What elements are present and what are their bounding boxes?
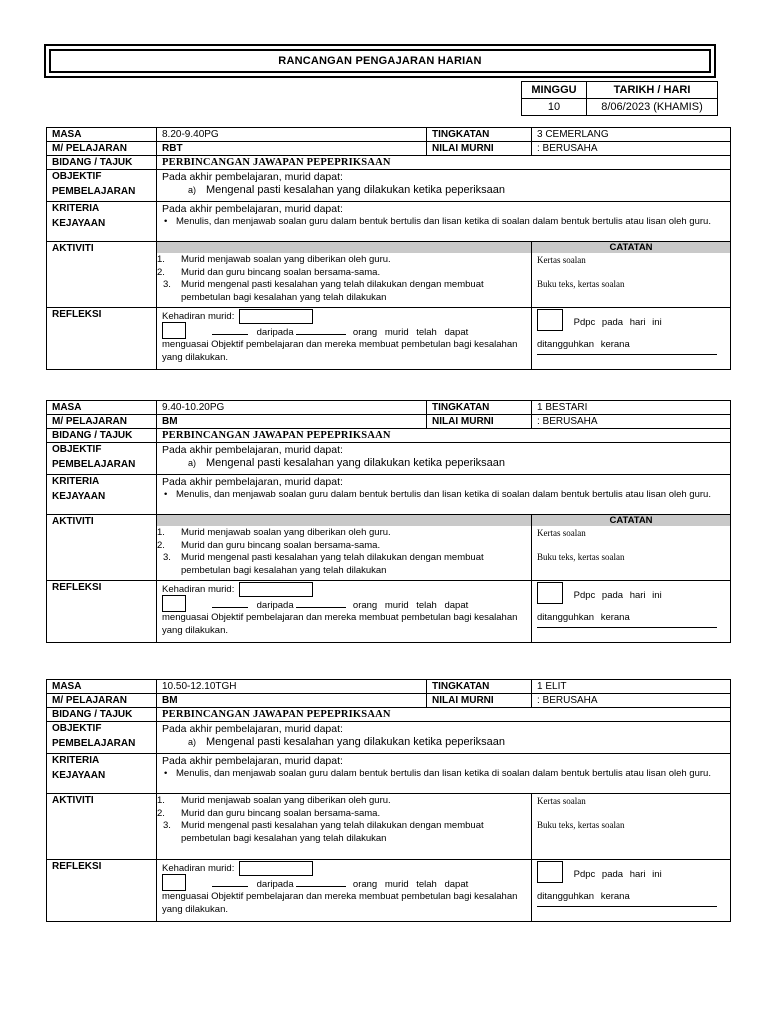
nilai-value: : BERUSAHA [532, 415, 731, 429]
objektif-label-2: PEMBELAJARAN [52, 459, 136, 470]
nilai-value: : BERUSAHA [532, 142, 731, 156]
blank-line [296, 334, 346, 335]
catatan-note-1: Kertas soalan [537, 255, 586, 265]
checkbox[interactable] [162, 874, 186, 891]
list-item: 1. Murid menjawab soalan yang diberikan oleh guru. [157, 527, 391, 538]
kriteria-text: Menulis, dan menjawab soalan guru dalam bentuk bertulis dan lisan ketika di soalan dalam bentuk bertulis atau lisan oleh guru. [176, 768, 711, 779]
refleksi-cell [157, 860, 532, 922]
refleksi-cell [157, 581, 532, 643]
objektif-label-2: PEMBELAJARAN [52, 738, 136, 749]
aktiviti-label: AKTIVITI [47, 242, 157, 308]
kehadiran-label: Kehadiran murid: [162, 584, 235, 596]
nilai-label: NILAI MURNI [427, 415, 532, 429]
kriteria-label-2: KEJAYAAN [52, 770, 106, 781]
objektif-marker: a) [188, 185, 197, 195]
kriteria-cell [157, 754, 731, 794]
masa-value: 9.40-10.20PG [157, 401, 427, 415]
pdpc-cell: Pdpc pada hari ini ditangguhkan kerana [532, 860, 731, 922]
bidang-label: BIDANG / TAJUK [47, 708, 157, 722]
tingkatan-value: 3 CEMERLANG [532, 128, 731, 142]
aktiviti-cell [157, 515, 532, 581]
tajuk-value: PERBINCANGAN JAWAPAN PEPEPRIKSAAN [157, 429, 731, 443]
tingkatan-value: 1 BESTARI [532, 401, 731, 415]
kriteria-intro: Pada akhir pembelajaran, murid dapat: [162, 755, 343, 767]
kriteria-item [162, 489, 725, 501]
minggu-table [521, 81, 718, 116]
bidang-label: BIDANG / TAJUK [47, 429, 157, 443]
kriteria-label-1: KRITERIA [52, 755, 100, 766]
objektif-text: Mengenal pasti kesalahan yang dilakukan ketika peperiksaan [206, 184, 506, 196]
list-item: 3. Murid mengenal pasti kesalahan yang telah dilakukan dengan membuat pembetulan bagi kesalahan yang telah dilakukan [163, 552, 484, 576]
objektif-item [162, 184, 725, 196]
kriteria-label-2: KEJAYAAN [52, 491, 106, 502]
kehadiran-label: Kehadiran murid: [162, 863, 235, 875]
kriteria-item [162, 768, 725, 780]
aktiviti-cell [157, 242, 532, 308]
checkbox[interactable] [162, 595, 186, 612]
lesson-table-1 [46, 127, 731, 370]
masa-value: 8.20-9.40PG [157, 128, 427, 142]
kriteria-text: Menulis, dan menjawab soalan guru dalam bentuk bertulis dan lisan ketika di soalan dalam bentuk bertulis atau lisan oleh guru. [176, 489, 711, 500]
kriteria-label [47, 202, 157, 242]
aktiviti-header-bar [157, 515, 531, 526]
tajuk-value: PERBINCANGAN JAWAPAN PEPEPRIKSAAN [157, 708, 731, 722]
title-frame [44, 44, 716, 78]
catatan-cell [532, 242, 731, 308]
kriteria-label-2: KEJAYAAN [52, 218, 106, 229]
checkbox[interactable] [537, 309, 563, 331]
minggu-value: 10 [522, 99, 587, 116]
catatan-note-2: Buku teks, kertas soalan [537, 552, 625, 562]
objektif-item [162, 457, 725, 469]
bullet-icon: • [164, 489, 168, 500]
refleksi-text: Kehadiran murid: daripada orang murid telah dapat menguasai Objektif pembelajaran dan mereka membuat pembetulan bagi kesalahan yang dilakukan. [162, 861, 526, 916]
kriteria-intro: Pada akhir pembelajaran, murid dapat: [162, 476, 343, 488]
objektif-intro: Pada akhir pembelajaran, murid dapat: [162, 723, 343, 735]
nilai-value: : BERUSAHA [532, 694, 731, 708]
blank-line [296, 607, 346, 608]
objektif-intro: Pada akhir pembelajaran, murid dapat: [162, 171, 343, 183]
refleksi-text: Kehadiran murid: daripada orang murid telah dapat menguasai Objektif pembelajaran dan mereka membuat pembetulan bagi kesalahan yang dilakukan. [162, 582, 526, 637]
tajuk-value: PERBINCANGAN JAWAPAN PEPEPRIKSAAN [157, 156, 731, 170]
objektif-intro: Pada akhir pembelajaran, murid dapat: [162, 444, 343, 456]
lesson-table-3 [46, 679, 731, 922]
nilai-label: NILAI MURNI [427, 142, 532, 156]
blank-line [212, 607, 248, 608]
catatan-note-2: Buku teks, kertas soalan [537, 279, 625, 289]
catatan-header: CATATAN [532, 242, 730, 253]
objektif-text: Mengenal pasti kesalahan yang dilakukan ketika peperiksaan [206, 736, 506, 748]
pelajaran-value: RBT [157, 142, 427, 156]
bullet-icon: • [164, 216, 168, 227]
objektif-cell [157, 443, 731, 475]
kriteria-label-1: KRITERIA [52, 203, 100, 214]
blank-line [212, 886, 248, 887]
list-item: 3. Murid mengenal pasti kesalahan yang telah dilakukan dengan membuat pembetulan bagi kesalahan yang telah dilakukan [163, 279, 484, 303]
objektif-marker: a) [188, 458, 197, 468]
objektif-label-1: OBJEKTIF [52, 171, 102, 182]
kriteria-label [47, 475, 157, 515]
objektif-item [162, 736, 725, 748]
refleksi-text: Kehadiran murid: daripada orang murid telah dapat menguasai Objektif pembelajaran dan mereka membuat pembetulan bagi kesalahan yang dilakukan. [162, 309, 526, 364]
nilai-label: NILAI MURNI [427, 694, 532, 708]
masa-label: MASA [47, 401, 157, 415]
kriteria-label [47, 754, 157, 794]
objektif-label-2: PEMBELAJARAN [52, 186, 136, 197]
activity-list [157, 526, 531, 577]
pdpc-cell: Pdpc pada hari ini ditangguhkan kerana [532, 308, 731, 370]
masa-label: MASA [47, 680, 157, 694]
blank-line [296, 886, 346, 887]
objektif-marker: a) [188, 737, 197, 747]
kriteria-item [162, 216, 725, 228]
list-item: 1. Murid menjawab soalan yang diberikan oleh guru. [157, 795, 391, 806]
pelajaran-label: M/ PELAJARAN [47, 142, 157, 156]
refleksi-label: REFLEKSI [47, 581, 157, 643]
objektif-label [47, 722, 157, 754]
list-item: 2. Murid dan guru bincang soalan bersama-sama. [157, 266, 381, 278]
objektif-label [47, 443, 157, 475]
blank-line [537, 627, 717, 628]
pelajaran-value: BM [157, 694, 427, 708]
kriteria-intro: Pada akhir pembelajaran, murid dapat: [162, 203, 343, 215]
list-item: 1. Murid menjawab soalan yang diberikan oleh guru. [157, 254, 391, 265]
tingkatan-label: TINGKATAN [427, 401, 532, 415]
catatan-note-1: Kertas soalan [537, 796, 586, 806]
pelajaran-label: M/ PELAJARAN [47, 694, 157, 708]
objektif-cell [157, 170, 731, 202]
page-title: RANCANGAN PENGAJARAN HARIAN [49, 49, 711, 73]
activity-list [157, 253, 531, 304]
objektif-cell [157, 722, 731, 754]
refleksi-label: REFLEKSI [47, 860, 157, 922]
bullet-icon: • [164, 768, 168, 779]
catatan-cell [532, 515, 731, 581]
kriteria-cell [157, 475, 731, 515]
kriteria-text: Menulis, dan menjawab soalan guru dalam bentuk bertulis dan lisan ketika di soalan dalam bentuk bertulis atau lisan oleh guru. [176, 216, 711, 227]
pelajaran-value: BM [157, 415, 427, 429]
blank-line [537, 906, 717, 907]
objektif-label-1: OBJEKTIF [52, 723, 102, 734]
minggu-label: MINGGU [522, 82, 587, 99]
objektif-label [47, 170, 157, 202]
tarikh-label: TARIKH / HARI [587, 82, 718, 99]
catatan-cell [532, 794, 731, 860]
pdpc-cell: Pdpc pada hari ini ditangguhkan kerana [532, 581, 731, 643]
checkbox[interactable] [162, 322, 186, 339]
list-item: 2. Murid dan guru bincang soalan bersama-sama. [157, 539, 381, 551]
refleksi-cell [157, 308, 532, 370]
aktiviti-label: AKTIVITI [47, 515, 157, 581]
masa-value: 10.50-12.10TGH [157, 680, 427, 694]
activity-list [157, 794, 531, 845]
kriteria-cell [157, 202, 731, 242]
kehadiran-label: Kehadiran murid: [162, 311, 235, 323]
aktiviti-cell [157, 794, 532, 860]
masa-label: MASA [47, 128, 157, 142]
objektif-label-1: OBJEKTIF [52, 444, 102, 455]
tarikh-value: 8/06/2023 (KHAMIS) [587, 99, 718, 116]
tingkatan-value: 1 ELIT [532, 680, 731, 694]
tingkatan-label: TINGKATAN [427, 128, 532, 142]
blank-line [212, 334, 248, 335]
refleksi-label: REFLEKSI [47, 308, 157, 370]
pelajaran-label: M/ PELAJARAN [47, 415, 157, 429]
tingkatan-label: TINGKATAN [427, 680, 532, 694]
catatan-note-2: Buku teks, kertas soalan [537, 820, 625, 830]
list-item: 3. Murid mengenal pasti kesalahan yang telah dilakukan dengan membuat pembetulan bagi kesalahan yang telah dilakukan [163, 820, 484, 844]
catatan-header: CATATAN [532, 515, 730, 526]
checkbox[interactable] [537, 582, 563, 604]
aktiviti-header-bar [157, 242, 531, 253]
catatan-note-1: Kertas soalan [537, 528, 586, 538]
objektif-text: Mengenal pasti kesalahan yang dilakukan ketika peperiksaan [206, 457, 506, 469]
bidang-label: BIDANG / TAJUK [47, 156, 157, 170]
checkbox[interactable] [537, 861, 563, 883]
blank-line [537, 354, 717, 355]
list-item: 2. Murid dan guru bincang soalan bersama-sama. [157, 807, 381, 819]
aktiviti-label: AKTIVITI [47, 794, 157, 860]
lesson-table-2 [46, 400, 731, 643]
kriteria-label-1: KRITERIA [52, 476, 100, 487]
